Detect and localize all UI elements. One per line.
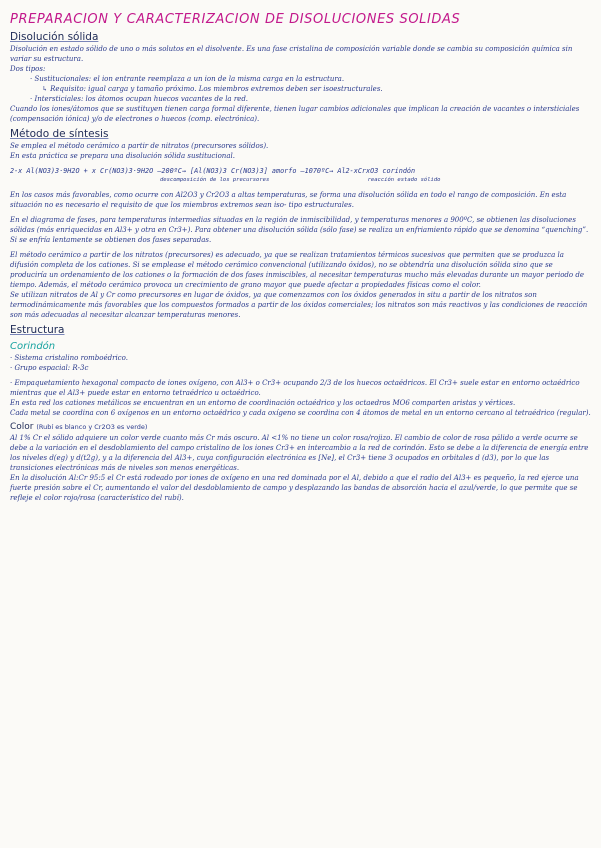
list-item: · Intersticiales: los átomos ocupan huecos vacantes de la red. [30, 95, 249, 103]
section-metodo [10, 128, 591, 320]
equation-line: 2-x Al(NO3)3·9H2O + x Cr(NO3)3·9H2O —200ºC→ [Al(NO3)3 Cr(NO3)3] amorfo —1070ºC→ Al2-xCrxO3 corindón [10, 167, 416, 175]
paragraph: · Empaquetamiento hexagonal compacto de iones oxígeno, con Al3+ o Cr3+ ocupando 2/3 de los huecos octaédricos. El Cr3+ suele estar en entorno octaédrico mientras que el Al3+ puede estar en entorno tetraédrico u octaédrico. [10, 379, 580, 397]
paragraph: En la disolución Al:Cr 95:5 el Cr está rodeado por iones de oxígeno en una red dominada por el Al, debido a que el radio del Al3+ es pequeño, la red ejerce una fuerte presión sobre el Cr, aumentando el valor del desdoblamiento de campo y desplazando las bandas de absorción hacia el azul/verde, lo que permite que se refleje el color rojo/rosa (característico del rubí). [10, 474, 579, 502]
type-list [10, 74, 591, 104]
paragraph: En esta práctica se prepara una disolución sólida sustitucional. [10, 152, 235, 160]
heading-metodo: Método de síntesis [10, 128, 109, 140]
subheading-corindon: Corindón [10, 341, 56, 352]
paragraph: Cada metal se coordina con 6 oxígenos en un entorno octaédrico y cada oxígeno se coordina con 4 átomos de metal en un entorno cercano al tetraédrico (regular). [10, 409, 591, 417]
paragraph: Cuando los iones/átomos que se sustituyen tienen carga formal diferente, tienen lugar cambios adicionales que implican la creación de vacantes o intersticiales (compensación iónica) y/o de electrones o huecos (comp. electrónica). [10, 105, 580, 123]
paragraph: El método cerámico a partir de los nitratos (precursores) es adecuado, ya que se realizan tratamientos térmicos sucesivos que permiten que se produzca la difusión completa de los cationes. Si se emplease el método cerámico convencional (utilizando óxidos), no se obtendría una disolución sólida sino que se produciría un ordenamiento de los cationes o la formación de dos fases inmiscibles, al necesitar temperaturas mucho más elevadas durante un mayor periodo de tiempo. Además, el método cerámico provoca un crecimiento de grano mayor que puede afectar a propiedades físicas como el color. [10, 251, 584, 289]
equation-note: descomposición de los precursores [160, 177, 270, 183]
reaction-equation [10, 166, 591, 184]
heading-estructura: Estructura [10, 324, 65, 336]
section-disolucion [10, 31, 591, 124]
paragraph: En esta red los cationes metálicos se encuentran en un entorno de coordinación octaédrico y los octaedros MO6 comparten aristas y vértices. [10, 399, 516, 407]
heading-color [10, 422, 591, 432]
heading-color-note: (Rubí es blanco y Cr2O3 es verde) [36, 423, 148, 431]
section-color [10, 422, 591, 503]
equation-note: reacción estado sólido [367, 177, 441, 183]
paragraph: En el diagrama de fases, para temperaturas intermedias situadas en la región de inmiscibilidad, y temperaturas menores a 900ºC, se obtienen las disoluciones sólidas (más enriquecidas en Al3+ y otra en Cr3+). Para obtener una disolución sólida (sólo fase) se realiza un enfriamiento rápido que se denomina “quenching”. Si se enfría lentamente se obtienen dos fases separadas. [10, 216, 589, 244]
list-item: · Sistema cristalino romboédrico. [10, 354, 128, 362]
list-item: · Grupo espacial: R-3c [10, 364, 89, 372]
paragraph: Se utilizan nitratos de Al y Cr como precursores en lugar de óxidos, ya que comenzamos con los óxidos generados in situ a partir de los nitratos son termodinámicamente más favorables que los compuestos formados a partir de los óxidos comerciales; los nitratos son más reactivos y las condiciones de reacción son más adecuadas al necesitar alcanzar temperaturas menores. [10, 291, 588, 319]
list-item: ↳ Requisito: igual carga y tamaño próximo. Los miembros extremos deben ser isoestructurales. [42, 85, 383, 93]
paragraph: En los casos más favorables, como ocurre con Al2O3 y Cr2O3 a altas temperaturas, se forma una disolución sólida en todo el rango de composición. En esta situación no es necesario el requisito de que los miembros extremos sean iso- tipo estructurales. [10, 191, 567, 209]
page-title: PREPARACIÓN Y CARACTERIZACIÓN DE DISOLUCIONES SÓLIDAS [10, 12, 461, 27]
heading-disolucion: Disolución sólida [10, 31, 99, 43]
paragraph: Se emplea el método cerámico a partir de nitratos (precursores sólidos). [10, 142, 269, 150]
list-item: · Sustitucionales: el ion entrante reemplaza a un ion de la misma carga en la estructura. [30, 75, 345, 83]
heading-color-label: Color [10, 422, 34, 432]
paragraph: Disolución en estado sólido de uno o más solutos en el disolvente. Es una fase cristalina de composición variable donde se cambia su composición química sin variar su estructura. [10, 45, 573, 63]
section-estructura [10, 324, 591, 418]
paragraph: Dos tipos: [10, 65, 46, 73]
paragraph: Al 1% Cr el sólido adquiere un color verde cuanto más Cr más oscuro. Al <1% no tiene un color rosa/rojizo. El cambio de color de rosa pálido a verde ocurre se debe a la variación en el desdoblamiento del campo cristalino de los iones Cr3+ en intercambio a la red de corindón. Esto se debe a la diferencia de energía entre los niveles d(eg) y d(t2g), y a la diferencia del Al3+, cuya configuración electrónica es [Ne], el Cr3+ tiene 3 ocupados en orbitales d (d3), por lo que las transiciones electrónicas más de niveles son menos energéticas. [10, 434, 589, 472]
